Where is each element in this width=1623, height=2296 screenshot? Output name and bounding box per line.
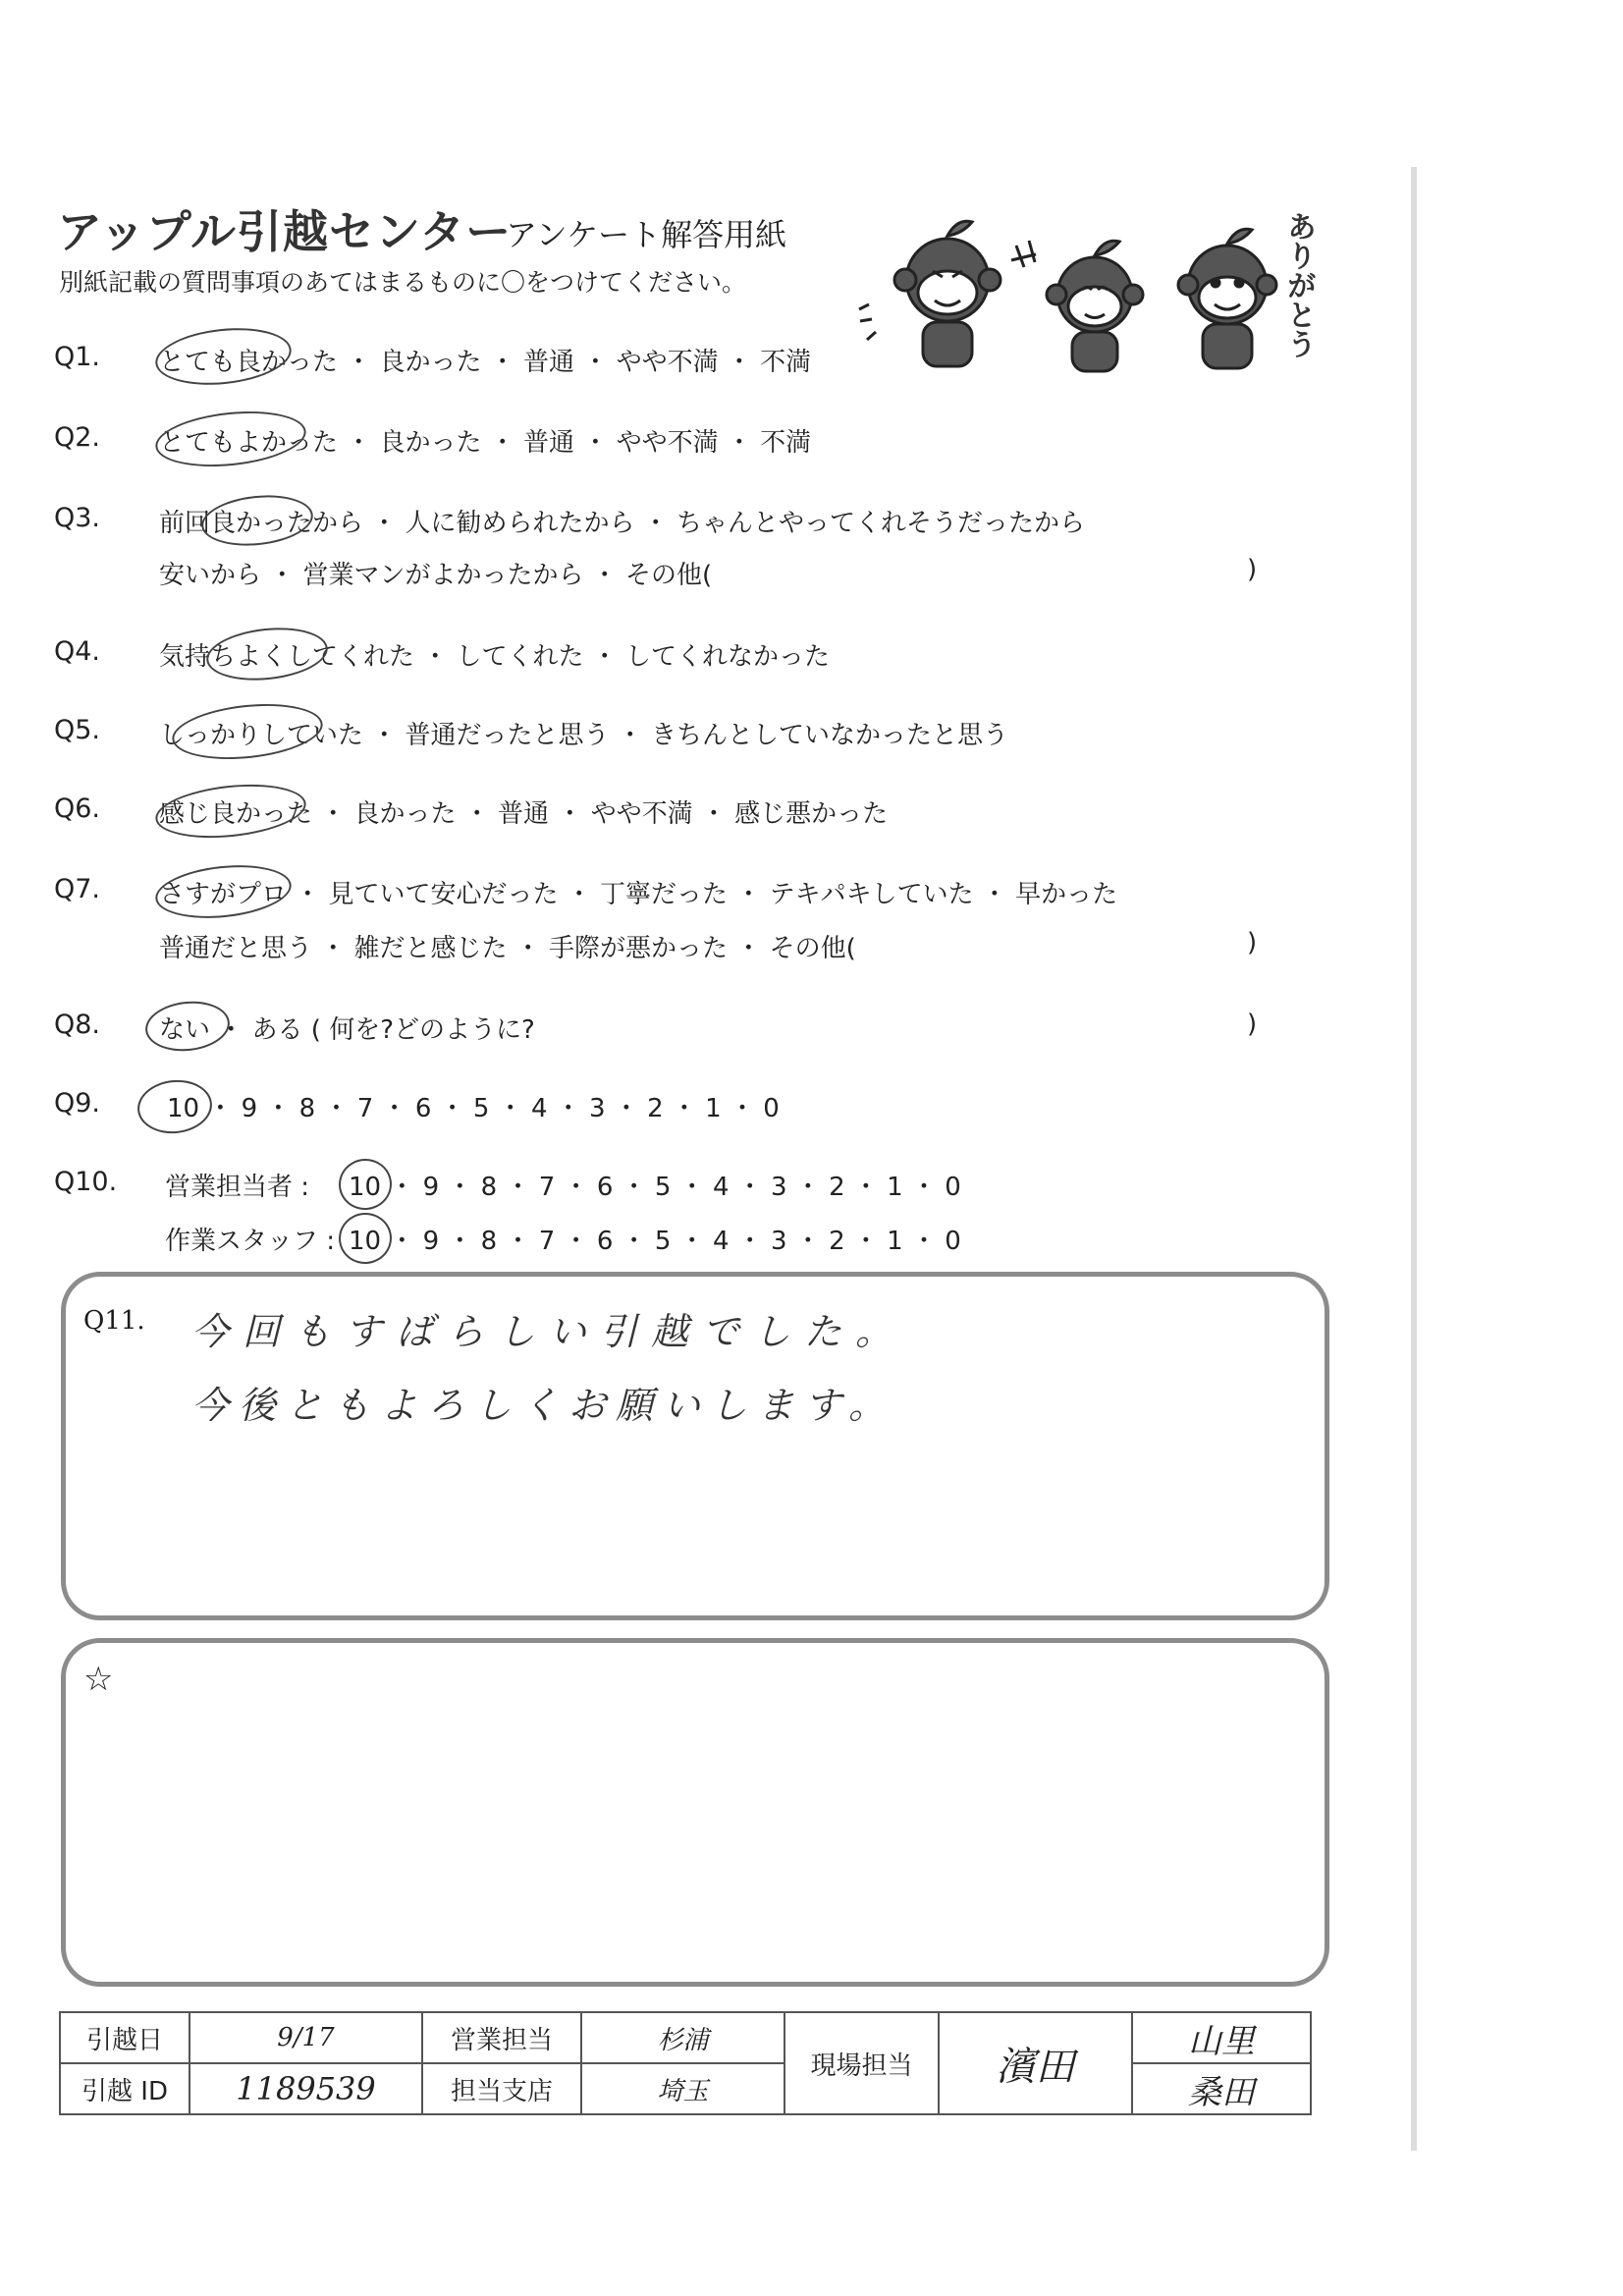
q10-staff-answer-circle [336, 1210, 394, 1266]
q3-label: Q3. [54, 503, 101, 533]
q6-label: Q6. [54, 793, 101, 824]
instruction-text: 別紙記載の質問事項のあてはまるものに〇をつけてください。 [59, 268, 747, 297]
sales-rep-label: 営業担当 [422, 2012, 581, 2063]
site-rep-value1: 濱田 [939, 2012, 1132, 2114]
move-date-label: 引越日 [60, 2012, 189, 2063]
q1-label: Q1. [54, 342, 101, 372]
q9-label: Q9. [54, 1088, 101, 1119]
gorilla-1-icon [859, 221, 1001, 366]
q4-options: 気持ちよくしてくれた ・ してくれた ・ してくれなかった [159, 642, 831, 672]
q10-sales-label: 営業担当者 : [165, 1173, 310, 1202]
q5-options: しっかりしていた ・ 普通だったと思う ・ きちんとしていなかったと思う [159, 721, 1009, 750]
q10-staff-options: 10 ・ 9 ・ 8 ・ 7 ・ 6 ・ 5 ・ 4 ・ 3 ・ 2 ・ 1 ・ 0 [349, 1227, 961, 1256]
q8-answer-circle [143, 998, 233, 1056]
move-date-value: 9/17 [189, 2012, 422, 2063]
q4-label: Q4. [54, 636, 101, 667]
q9-options: 10 ・ 9 ・ 8 ・ 7 ・ 6 ・ 5 ・ 4 ・ 3 ・ 2 ・ 1 ・ 0 [167, 1094, 780, 1123]
q8-options: ない ・ ある ( 何を?どのように? [159, 1015, 535, 1045]
form-title: アンケート解答用紙 [506, 216, 787, 253]
q10-label: Q10. [54, 1167, 118, 1197]
mascot-thanks-text: ありがとう [1281, 211, 1316, 358]
company-title: アップル引越センター [57, 205, 513, 258]
q8-close-paren: ) [1247, 1010, 1258, 1039]
q10-staff-label: 作業スタッフ : [165, 1227, 336, 1256]
q11-label: Q11. [83, 1306, 145, 1336]
q3-answer-circle [199, 490, 316, 551]
q4-answer-circle [204, 623, 331, 686]
q3-options-line2: 安いから ・ 営業マンがよかったから ・ その他( [159, 561, 713, 590]
q5-label: Q5. [54, 715, 101, 745]
q2-label: Q2. [54, 422, 101, 453]
q2-options: とてもよかった ・ 良かった ・ 普通 ・ やや不満 ・ 不満 [159, 428, 812, 458]
q7-label: Q7. [54, 874, 101, 904]
star-label: ☆ [83, 1660, 114, 1699]
q6-answer-circle [153, 778, 309, 845]
site-rep-label: 現場担当 [784, 2012, 939, 2114]
sales-rep-value: 杉浦 [581, 2012, 784, 2063]
q1-answer-circle [152, 322, 294, 391]
q6-options: 感じ良かった ・ 良かった ・ 普通 ・ やや不満 ・ 感じ悪かった [159, 799, 889, 829]
staff-value1: 山里 [1132, 2012, 1311, 2063]
mascot-illustration [854, 206, 1316, 383]
q3-close-paren: ) [1247, 555, 1258, 584]
q1-options: とても良かった ・ 良かった ・ 普通 ・ やや不満 ・ 不満 [159, 348, 812, 377]
branch-value: 埼玉 [581, 2063, 784, 2114]
branch-label: 担当支店 [422, 2063, 581, 2114]
star-comment-box [61, 1638, 1329, 1987]
q2-answer-circle [153, 405, 309, 473]
q10-sales-answer-circle [336, 1156, 394, 1212]
q5-answer-circle [170, 697, 326, 766]
q7-options-line1: さすがプロ ・ 見ていて安心だった ・ 丁寧だった ・ テキパキしていた ・ 早かった [159, 880, 1118, 909]
q11-comment-line1: 今回もすばらしい引越でした。 [191, 1310, 907, 1353]
gorilla-3-icon [1178, 229, 1276, 368]
q11-comment-line2: 今後ともよろしくお願いします。 [191, 1384, 895, 1427]
staff-value2: 桑田 [1132, 2063, 1311, 2114]
footer-table [59, 2011, 1312, 2115]
gorilla-2-icon [1011, 241, 1143, 371]
move-id-label: 引越 ID [60, 2063, 189, 2114]
footer-row-1 [60, 2012, 1311, 2063]
q3-options-line1: 前回良かったから ・ 人に勧められたから ・ ちゃんとやってくれそうだったから [159, 509, 1086, 538]
q7-answer-circle [153, 859, 295, 924]
q9-answer-circle [135, 1076, 214, 1137]
q7-options-line2: 普通だと思う ・ 雑だと感じた ・ 手際が悪かった ・ その他( [159, 934, 856, 963]
move-id-value: 1189539 [189, 2063, 422, 2114]
q8-label: Q8. [54, 1010, 101, 1040]
q7-close-paren: ) [1247, 928, 1258, 957]
scan-edge-line [1411, 167, 1417, 2151]
q10-sales-options: 10 ・ 9 ・ 8 ・ 7 ・ 6 ・ 5 ・ 4 ・ 3 ・ 2 ・ 1 ・ 0 [349, 1173, 961, 1202]
